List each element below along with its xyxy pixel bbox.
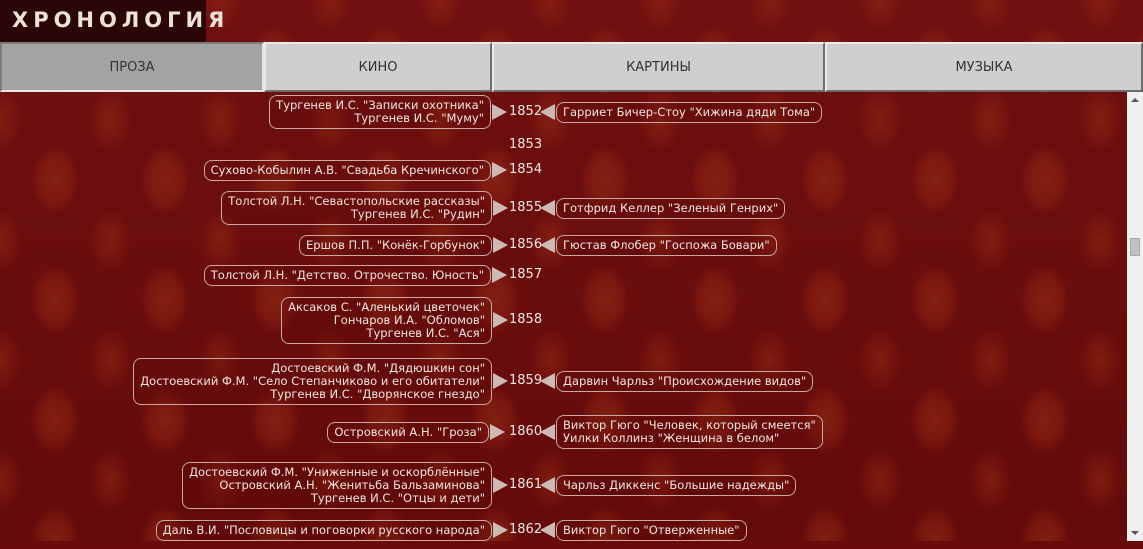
prose-entry: Толстой Л.Н. "Детство. Отрочество. Юность"	[210, 268, 484, 282]
year-label: 1854	[509, 162, 543, 177]
prose-entry: Толстой Л.Н. "Севастопольские рассказы"	[228, 194, 485, 208]
world-entry: Виктор Гюго "Человек, который смеется"	[563, 418, 816, 432]
pointer-right-icon	[493, 200, 508, 216]
pointer-left-icon	[540, 237, 555, 253]
year-label: 1858	[509, 312, 543, 327]
pointer-right-icon	[493, 312, 508, 328]
prose-entry: Даль В.И. "Пословицы и поговорки русского народа"	[162, 523, 485, 537]
world-entry: Уилки Коллинз "Женщина в белом"	[563, 431, 780, 445]
world-entry: Дарвин Чарльз "Происхождение видов"	[563, 374, 807, 388]
pointer-right-icon	[493, 477, 508, 493]
world-bubble	[556, 198, 785, 219]
prose-entry: Тургенев И.С. "Ася"	[366, 326, 485, 340]
world-entry: Чарльз Диккенс "Большие надежды"	[563, 478, 790, 492]
prose-bubble	[204, 265, 491, 286]
scrollbar-thumb[interactable]	[1130, 238, 1140, 256]
prose-entry: Ершов П.П. "Конёк-Горбунок"	[305, 238, 485, 252]
world-entry: Гарриет Бичер-Стоу "Хижина дяди Тома"	[563, 105, 816, 119]
pointer-right-icon	[493, 522, 508, 538]
year-label: 1857	[509, 267, 543, 282]
world-entry: Гюстав Флобер "Госпожа Бовари"	[563, 238, 770, 252]
prose-bubble	[281, 297, 492, 344]
world-bubble	[556, 371, 813, 392]
prose-entry: Гончаров И.А. "Обломов"	[333, 313, 485, 327]
bottom-strip	[0, 541, 1143, 549]
year-label: 1861	[509, 477, 543, 492]
prose-entry: Островский А.Н. "Женитьба Бальзаминова"	[219, 478, 485, 492]
prose-bubble	[269, 95, 491, 129]
tab-muzyka[interactable]: МУЗЫКА	[825, 42, 1143, 92]
prose-bubble	[182, 462, 492, 509]
pointer-left-icon	[540, 477, 555, 493]
pointer-right-icon	[492, 162, 507, 178]
world-bubble	[556, 235, 777, 256]
tab-bar	[0, 42, 1143, 92]
timeline-content[interactable]	[0, 92, 1127, 541]
tab-kartiny[interactable]: КАРТИНЫ	[492, 42, 825, 92]
pointer-left-icon	[540, 424, 555, 440]
prose-entry: Островский А.Н. "Гроза"	[334, 425, 482, 439]
pointer-right-icon	[492, 104, 507, 120]
world-bubble	[556, 520, 747, 541]
prose-entry: Тургенев И.С. "Дворянское гнездо"	[270, 387, 485, 401]
pointer-left-icon	[540, 200, 555, 216]
prose-bubble	[156, 520, 492, 541]
pointer-right-icon	[493, 237, 508, 253]
prose-bubble	[221, 191, 492, 225]
prose-entry: Сухово-Кобылин А.В. "Свадьба Кречинского"	[210, 163, 484, 177]
pointer-left-icon	[540, 104, 555, 120]
prose-bubble	[133, 358, 492, 405]
prose-entry: Достоевский Ф.М. "Дядюшкин сон"	[271, 361, 485, 375]
tab-kino[interactable]: КИНО	[264, 42, 492, 92]
world-entry: Виктор Гюго "Отверженные"	[563, 523, 740, 537]
tab-proza[interactable]: ПРОЗА	[0, 42, 264, 92]
pointer-right-icon	[490, 424, 505, 440]
prose-bubble	[299, 235, 492, 256]
prose-entry: Аксаков С. "Аленький цветочек"	[288, 300, 485, 314]
year-label: 1853	[509, 137, 543, 152]
year-label: 1862	[509, 522, 543, 537]
pointer-left-icon	[540, 373, 555, 389]
header	[0, 0, 230, 42]
world-bubble	[556, 475, 796, 496]
timeline	[0, 92, 1127, 541]
page-title: ХРОНОЛОГИЯ	[12, 8, 230, 32]
pointer-right-icon	[493, 373, 508, 389]
scroll-down-arrow-icon[interactable]	[1127, 525, 1143, 541]
year-label: 1856	[509, 237, 543, 252]
prose-bubble	[204, 160, 491, 181]
prose-bubble	[327, 422, 489, 443]
world-entry: Готфрид Келлер "Зеленый Генрих"	[563, 201, 779, 215]
world-bubble	[556, 415, 823, 449]
vertical-scrollbar[interactable]	[1127, 92, 1143, 541]
year-label: 1855	[509, 200, 543, 215]
world-bubble	[556, 102, 822, 123]
prose-entry: Тургенев И.С. "Записки охотника"	[276, 98, 484, 112]
prose-entry: Тургенев И.С. "Отцы и дети"	[310, 491, 485, 505]
year-label: 1852	[509, 104, 543, 119]
pointer-right-icon	[492, 267, 507, 283]
pointer-left-icon	[540, 522, 555, 538]
prose-entry: Тургенев И.С. "Муму"	[354, 111, 484, 125]
prose-entry: Достоевский Ф.М. "Село Степанчиково и его обитатели"	[140, 374, 485, 388]
scroll-up-arrow-icon[interactable]	[1127, 92, 1143, 108]
prose-entry: Достоевский Ф.М. "Униженные и оскорблённые"	[189, 465, 485, 479]
year-label: 1860	[509, 424, 543, 439]
prose-entry: Тургенев И.С. "Рудин"	[350, 207, 485, 221]
year-label: 1859	[509, 373, 543, 388]
